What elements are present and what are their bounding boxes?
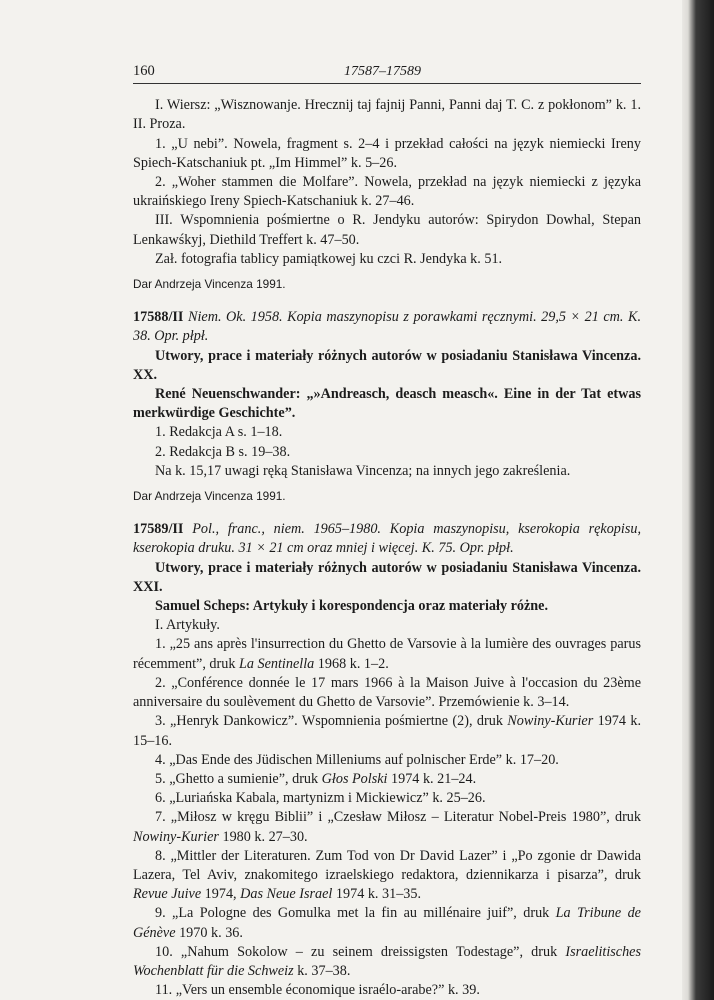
entry-item: 2. Redakcja B s. 19–38. (155, 443, 291, 460)
prev-entry-line: III. Wspomnienia pośmiertne o R. Jendyku autorów: Spirydon Dowhal, Stepan Lenkawśkyj, Diethild Treffert k. 47–50. (133, 212, 641, 248)
entry-header-17588 (133, 308, 641, 346)
running-head: 17587–17589 (344, 64, 421, 79)
entry-meta: Niem. Ok. 1958. Kopia maszynopisu z porawkami ręcznymi. 29,5 × 21 cm. K. 38. Opr. płpł. (133, 309, 642, 345)
entry-subtitle: René Neuenschwander: „»Andreasch, deasch measch«. Eine in der Tat etwas merkwürdige Geschichte”. (133, 386, 641, 422)
entry-number: 17588/II (133, 309, 184, 326)
source-note: Dar Andrzeja Vincenza 1991. (133, 489, 286, 504)
entry-header-17589 (133, 520, 641, 558)
entry-item: Na k. 15,17 uwagi ręką Stanisława Vincenza; na innych jego zakreślenia. (155, 462, 571, 479)
entry-title: Utwory, prace i materiały różnych autorów w posiadaniu Stanisława Vincenza. XX. (133, 347, 641, 383)
article-item: 9. „La Pologne des Gomulka met la fin au millénaire juif”, druk La Tribune de Génève 1970 k. 36. (133, 905, 641, 941)
entry-meta: Pol., franc., niem. 1965–1980. Kopia maszynopisu, kserokopia rękopisu, kserokopia druku. 31 × 21 cm oraz mniej i więcej. K. 75. Opr. płpł. (133, 521, 642, 557)
article-item: 7. „Miłosz w kręgu Biblii” i „Czesław Miłosz – Literatur Nobel-Preis 1980”, druk Nowiny-Kurier 1980 k. 27–30. (133, 809, 641, 845)
article-item: 10. „Nahum Sokolow – zu seinem dreissigsten Todestage”, druk Israelitisches Wochenblatt für die Schweiz k. 37–38. (133, 943, 641, 979)
page-text (133, 62, 641, 1000)
page-number: 160 (133, 63, 155, 79)
article-item: 6. „Luriańska Kabala, martynizm i Mickiewicz” k. 25–26. (155, 790, 486, 807)
article-item: 2. „Conférence donnée le 17 mars 1966 à la Maison Juive à l'occasion du 23ème anniversaire du soulèvement du Ghetto de Varsovie”. Przemówienie k. 3–14. (133, 674, 641, 711)
prev-entry-line: Zał. fotografia tablicy pamiątkowej ku czci R. Jendyka k. 51. (155, 250, 503, 267)
article-item: 8. „Mittler der Literaturen. Zum Tod von Dr David Lazer” i „Po zgonie dr Dawida Lazera, Tel Aviv, znakomitego izraelskiego redaktora, dziennikarza i pisarza”, druk Revue Juive 1974, Das Neue Israel 1974 k. 31–35. (133, 847, 641, 903)
prev-entry-line: 2. „Woher stammen die Molfare”. Nowela, przekład na język niemiecki z języka ukraińskiego Ireny Spiech-Katschaniuk k. 27–46. (133, 174, 641, 210)
article-item: 1. „25 ans après l'insurrection du Ghetto de Varsovie à la lumière des ouvrages parus récemment”, druk La Sentinella 1968 k. 1–2. (133, 636, 641, 672)
entry-item: 1. Redakcja A s. 1–18. (155, 424, 283, 441)
page-edge (682, 0, 714, 1000)
article-item: 4. „Das Ende des Jüdischen Milleniums auf polnischer Erde” k. 17–20. (155, 751, 559, 768)
entry-section: I. Artykuły. (155, 617, 220, 634)
entry-subtitle: Samuel Scheps: Artykuły i korespondencja oraz materiały różne. (155, 598, 549, 615)
page-header (133, 62, 641, 84)
article-item: 11. „Vers un ensemble économique israélo-arabe?” k. 39. (155, 982, 480, 999)
article-item: 3. „Henryk Dankowicz”. Wspomnienia pośmiertne (2), druk Nowiny-Kurier 1974 k. 15–16. (133, 713, 641, 749)
prev-entry-line: 1. „U nebi”. Nowela, fragment s. 2–4 i przekład całości na język niemiecki Ireny Spiech-Katschaniuk pt. „Im Himmel” k. 5–26. (133, 135, 641, 171)
entry-title: Utwory, prace i materiały różnych autorów w posiadaniu Stanisława Vincenza. XXI. (133, 559, 641, 595)
article-item: 5. „Ghetto a sumienie”, druk Głos Polski 1974 k. 21–24. (155, 770, 477, 787)
source-note: Dar Andrzeja Vincenza 1991. (133, 277, 286, 292)
entry-number: 17589/II (133, 521, 184, 538)
prev-entry-line: I. Wiersz: „Wisznowanje. Hrecznij taj fajnij Panni, Panni daj T. C. z pokłonom” k. 1. II. Proza. (133, 97, 641, 133)
